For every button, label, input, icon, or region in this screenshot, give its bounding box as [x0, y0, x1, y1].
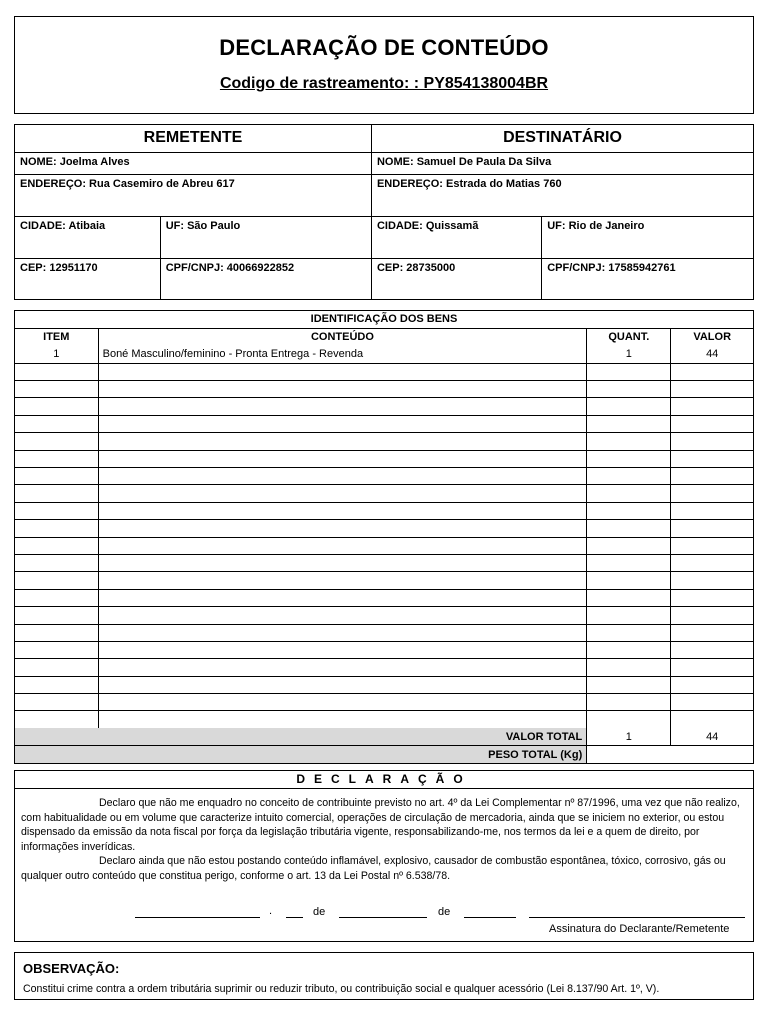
document-title: DECLARAÇÃO DE CONTEÚDO	[219, 35, 549, 60]
empty-cell[interactable]	[98, 554, 587, 571]
item-cell: 1	[15, 346, 98, 363]
empty-cell[interactable]	[15, 711, 98, 728]
empty-cell[interactable]	[15, 572, 98, 589]
empty-cell[interactable]	[15, 520, 98, 537]
declaration-title: DECLARAÇÃO	[15, 771, 753, 789]
goods-title: IDENTIFICAÇÃO DOS BENS	[15, 311, 753, 328]
empty-cell[interactable]	[98, 415, 587, 432]
column-header-quantity: QUANT.	[587, 328, 671, 345]
year-line[interactable]	[464, 917, 516, 918]
empty-cell[interactable]	[15, 607, 98, 624]
empty-cell[interactable]	[671, 450, 753, 467]
recipient-heading: DESTINATÁRIO	[371, 125, 753, 152]
empty-cell[interactable]	[587, 711, 671, 728]
empty-cell[interactable]	[671, 676, 753, 693]
empty-cell[interactable]	[15, 659, 98, 676]
empty-cell[interactable]	[15, 537, 98, 554]
parties-section	[14, 124, 754, 300]
empty-cell[interactable]	[15, 415, 98, 432]
signature-line[interactable]	[529, 917, 745, 918]
column-header-item: ITEM	[15, 328, 98, 345]
empty-cell[interactable]	[98, 468, 587, 485]
recipient-cep: CEP: 28735000	[371, 258, 541, 299]
empty-cell[interactable]	[15, 502, 98, 519]
empty-cell[interactable]	[671, 398, 753, 415]
empty-cell[interactable]	[15, 589, 98, 606]
empty-cell[interactable]	[671, 537, 753, 554]
table-row-empty	[15, 398, 753, 415]
table-row-empty	[15, 676, 753, 693]
observation-title: OBSERVAÇÃO:	[23, 961, 120, 976]
empty-cell[interactable]	[587, 363, 671, 380]
empty-cell[interactable]	[98, 537, 587, 554]
table-row	[15, 346, 753, 363]
table-row-empty	[15, 363, 753, 380]
empty-cell[interactable]	[671, 624, 753, 641]
sender-heading: REMETENTE	[15, 125, 371, 152]
sender-cpf: CPF/CNPJ: 40066922852	[160, 258, 371, 299]
total-quantity: 1	[587, 728, 671, 745]
recipient-uf: UF: Rio de Janeiro	[542, 216, 753, 258]
table-row-empty	[15, 589, 753, 606]
table-row-empty	[15, 624, 753, 641]
empty-cell[interactable]	[671, 433, 753, 450]
table-row-empty	[15, 468, 753, 485]
empty-cell[interactable]	[98, 676, 587, 693]
empty-cell[interactable]	[671, 572, 753, 589]
empty-cell[interactable]	[15, 433, 98, 450]
tracking-code: Codigo de rastreamento: : PY854138004BR	[219, 75, 549, 92]
empty-cell[interactable]	[15, 450, 98, 467]
empty-cell[interactable]	[587, 607, 671, 624]
empty-cell[interactable]	[671, 381, 753, 398]
observation-text: Constitui crime contra a ordem tributária suprimir ou reduzir tributo, ou contribuição social e qualquer acessório (Lei 8.137/90 Art. 1º, V).	[23, 983, 660, 995]
recipient-city: CIDADE: Quissamã	[371, 216, 541, 258]
empty-cell[interactable]	[671, 641, 753, 658]
goods-section	[14, 310, 754, 764]
empty-cell[interactable]	[671, 694, 753, 711]
empty-cell[interactable]	[15, 624, 98, 641]
empty-cell[interactable]	[98, 607, 587, 624]
empty-cell[interactable]	[98, 485, 587, 502]
table-row-empty	[15, 711, 753, 728]
declaration-paragraph-2: Declaro ainda que não estou postando conteúdo inflamável, explosivo, causador de combustão espontânea, tóxico, corrosivo, gás ou qualquer outro conteúdo que constitua perigo, conforme o art. 13 da Lei Postal nº 6.538/78.	[21, 855, 726, 882]
empty-cell[interactable]	[15, 554, 98, 571]
empty-cell[interactable]	[587, 659, 671, 676]
empty-cell[interactable]	[98, 433, 587, 450]
empty-cell[interactable]	[98, 520, 587, 537]
sender-city: CIDADE: Atibaia	[15, 216, 160, 258]
empty-cell[interactable]	[15, 485, 98, 502]
sender-name: NOME: Joelma Alves	[15, 152, 371, 174]
column-header-content: CONTEÚDO	[98, 328, 587, 345]
empty-cell[interactable]	[15, 694, 98, 711]
empty-cell[interactable]	[587, 641, 671, 658]
empty-cell[interactable]	[587, 624, 671, 641]
table-row-empty	[15, 415, 753, 432]
table-row-empty	[15, 694, 753, 711]
empty-cell[interactable]	[98, 624, 587, 641]
column-header-value: VALOR	[671, 328, 753, 345]
empty-cell[interactable]	[15, 398, 98, 415]
table-row-empty	[15, 502, 753, 519]
empty-cell[interactable]	[587, 450, 671, 467]
empty-cell[interactable]	[587, 398, 671, 415]
empty-cell[interactable]	[587, 381, 671, 398]
table-row-empty	[15, 381, 753, 398]
place-line[interactable]	[135, 917, 260, 918]
sender-address: ENDEREÇO: Rua Casemiro de Abreu 617	[15, 174, 371, 216]
total-value: 44	[671, 728, 753, 745]
sender-uf: UF: São Paulo	[160, 216, 371, 258]
empty-cell[interactable]	[98, 711, 587, 728]
table-row-empty	[15, 607, 753, 624]
table-row-empty	[15, 520, 753, 537]
signature-label: Assinatura do Declarante/Remetente	[549, 923, 730, 935]
empty-cell[interactable]	[671, 589, 753, 606]
table-row-empty	[15, 572, 753, 589]
empty-cell[interactable]	[587, 485, 671, 502]
empty-cell[interactable]	[671, 711, 753, 728]
empty-cell[interactable]	[98, 589, 587, 606]
empty-cell[interactable]	[587, 676, 671, 693]
empty-cell[interactable]	[671, 502, 753, 519]
quantity-cell: 1	[587, 346, 671, 363]
observation-section	[14, 952, 754, 1000]
empty-cell[interactable]	[671, 607, 753, 624]
value-cell: 44	[671, 346, 753, 363]
empty-cell[interactable]	[587, 694, 671, 711]
table-row-empty	[15, 433, 753, 450]
table-row-empty	[15, 554, 753, 571]
empty-cell[interactable]	[15, 363, 98, 380]
table-row-empty	[15, 485, 753, 502]
empty-cell[interactable]	[15, 468, 98, 485]
empty-cell[interactable]	[587, 468, 671, 485]
de-label-2: de	[438, 906, 451, 918]
empty-cell[interactable]	[587, 415, 671, 432]
month-line[interactable]	[339, 917, 427, 918]
empty-cell[interactable]	[15, 676, 98, 693]
table-row-empty	[15, 641, 753, 658]
empty-cell[interactable]	[587, 572, 671, 589]
empty-cell[interactable]	[587, 537, 671, 554]
day-line[interactable]	[286, 917, 303, 918]
empty-cell[interactable]	[587, 554, 671, 571]
empty-cell[interactable]	[15, 381, 98, 398]
empty-cell[interactable]	[98, 641, 587, 658]
document-header	[14, 16, 754, 114]
declaration-section	[14, 770, 754, 942]
table-row-empty	[15, 450, 753, 467]
empty-cell[interactable]	[671, 415, 753, 432]
total-weight-value	[587, 746, 753, 763]
recipient-cpf: CPF/CNPJ: 17585942761	[542, 258, 753, 299]
empty-cell[interactable]	[98, 381, 587, 398]
declaration-paragraph-1: Declaro que não me enquadro no conceito de contribuinte previsto no art. 4º da Lei Complementar nº 87/1996, uma vez que não realizo, com habitualidade ou em volume que caracterize intuito comercial, operações de circulação de mercadoria, ainda que se iniciem no exterior, ou estou dispensado da emissão da nota fiscal por força da legislação tributária vigente, responsabilizando-me, nos termos da lei e a quem de direito, por informações inverídicas.	[21, 797, 740, 853]
recipient-name: NOME: Samuel De Paula Da Silva	[371, 152, 753, 174]
empty-cell[interactable]	[98, 659, 587, 676]
table-row-empty	[15, 537, 753, 554]
empty-cell[interactable]	[671, 468, 753, 485]
sender-cep: CEP: 12951170	[15, 258, 160, 299]
empty-cell[interactable]	[98, 450, 587, 467]
empty-cell[interactable]	[15, 641, 98, 658]
recipient-address: ENDEREÇO: Estrada do Matias 760	[371, 174, 753, 216]
empty-cell[interactable]	[587, 520, 671, 537]
empty-cell[interactable]	[671, 520, 753, 537]
empty-cell[interactable]	[98, 694, 587, 711]
empty-cell[interactable]	[98, 398, 587, 415]
content-cell: Boné Masculino/feminino - Pronta Entrega - Revenda	[98, 346, 587, 363]
empty-cell[interactable]	[671, 659, 753, 676]
empty-cell[interactable]	[671, 363, 753, 380]
total-value-label: VALOR TOTAL	[15, 728, 587, 745]
de-label-1: de	[313, 906, 326, 918]
empty-cell[interactable]	[98, 363, 587, 380]
table-row-empty	[15, 659, 753, 676]
dot-separator: .	[269, 905, 273, 917]
empty-cell[interactable]	[671, 485, 753, 502]
empty-cell[interactable]	[98, 572, 587, 589]
empty-cell[interactable]	[671, 554, 753, 571]
empty-cell[interactable]	[98, 502, 587, 519]
total-weight-label: PESO TOTAL (Kg)	[15, 746, 587, 763]
empty-cell[interactable]	[587, 433, 671, 450]
empty-cell[interactable]	[587, 589, 671, 606]
empty-cell[interactable]	[587, 502, 671, 519]
